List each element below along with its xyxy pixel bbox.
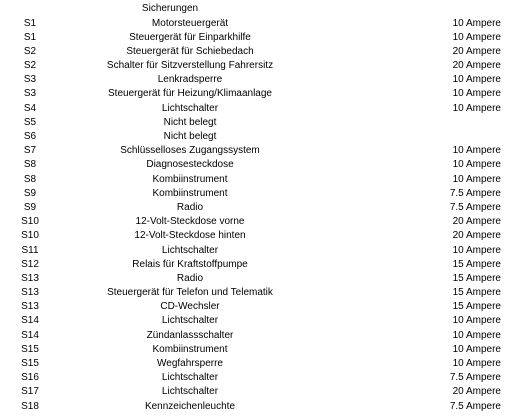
fuse-description-cell: Lichtschalter [161, 102, 219, 114]
fuse-id-cell: S16 [21, 372, 39, 384]
fuse-ampere-cell: 10 Ampere [452, 159, 501, 171]
fuse-ampere-cell: 10 Ampere [452, 74, 501, 86]
table-row [0, 329, 505, 343]
fuse-ampere-cell: 20 Ampere [452, 45, 501, 57]
title-row [0, 2, 505, 16]
table-row [0, 158, 505, 172]
fuse-id-cell: S17 [21, 386, 39, 398]
fuse-description-cell: Wegfahrsperre [157, 358, 223, 369]
fuse-description-cell: Schalter für Sitzverstellung Fahrersitz [106, 60, 274, 72]
table-row [0, 343, 505, 357]
fuse-description-cell: Lichtschalter [161, 372, 219, 384]
fuse-description-cell: Steuergerät für Einparkhilfe [129, 31, 251, 43]
table-row [0, 357, 505, 371]
fuse-id-cell: S13 [21, 301, 39, 313]
fuse-id-cell: S8 [23, 159, 37, 171]
table-row [0, 59, 505, 73]
table-row [0, 385, 505, 399]
fuse-id-cell: S14 [21, 329, 39, 341]
table-title: Sicherungen [141, 3, 199, 14]
fuse-ampere-cell: 20 Ampere [452, 216, 501, 228]
fuse-id-cell: S1 [23, 31, 37, 43]
fuse-ampere-cell: 10 Ampere [452, 315, 501, 327]
fuse-ampere-cell: 10 Ampere [452, 145, 501, 157]
fuse-id-cell: S14 [21, 315, 39, 327]
fuse-description-cell: Radio [176, 272, 204, 284]
table-row [0, 144, 505, 158]
fuse-id-cell: S9 [23, 201, 37, 213]
fuse-id-cell: S7 [23, 145, 37, 157]
fuse-description-cell: Kennzeichenleuchte [144, 400, 236, 412]
fuse-id-cell: S3 [23, 88, 37, 100]
fuse-description-cell: Nicht belegt [163, 131, 217, 142]
fuse-description-cell: Kombiinstrument [152, 173, 228, 185]
fuse-id-cell: S3 [23, 74, 37, 86]
fuse-description-cell: Lichtschalter [161, 244, 219, 256]
fuse-description-cell: Kombiinstrument [152, 187, 228, 199]
fuse-id-cell: S9 [23, 187, 37, 199]
table-row [0, 187, 505, 201]
fuse-id-cell: S2 [23, 45, 37, 57]
fuse-ampere-cell: 10 Ampere [452, 17, 501, 29]
table-row [0, 229, 505, 243]
fuse-description-cell: Steuergerät für Heizung/Klimaanlage [108, 88, 272, 100]
fuse-ampere-cell: 10 Ampere [452, 343, 501, 355]
table-row [0, 400, 505, 414]
table-row [0, 286, 505, 300]
table-row [0, 102, 505, 116]
fuse-table-body [0, 17, 505, 414]
table-row [0, 201, 505, 215]
fuse-description-cell: Nicht belegt [163, 116, 217, 128]
fuse-description-cell: 12-Volt-Steckdose vorne [135, 216, 245, 228]
fuse-id-cell: S15 [21, 358, 39, 369]
fuse-description-cell: Lichtschalter [161, 315, 219, 327]
fuse-description-cell: Steuergerät für Schiebedach [126, 45, 254, 57]
fuse-id-cell: S13 [21, 287, 39, 299]
fuse-ampere-cell: 10 Ampere [452, 31, 501, 43]
fuse-ampere-cell: 7.5 Ampere [449, 400, 501, 412]
fuse-id-cell: S8 [23, 173, 37, 185]
fuse-ampere-cell: 15 Ampere [452, 287, 501, 299]
fuse-id-cell: S15 [21, 343, 39, 355]
table-row [0, 173, 505, 187]
table-row [0, 258, 505, 272]
fuse-ampere-cell: 10 Ampere [452, 88, 501, 100]
fuse-ampere-cell: 20 Ampere [452, 386, 501, 398]
fuse-id-cell: S12 [21, 258, 39, 270]
table-row [0, 45, 505, 59]
table-row [0, 300, 505, 314]
fuse-id-cell: S10 [21, 230, 39, 242]
table-row [0, 73, 505, 87]
table-row [0, 130, 505, 144]
table-row [0, 314, 505, 328]
fuse-id-cell: S6 [23, 131, 37, 142]
fuse-description-cell: 12-Volt-Steckdose hinten [134, 230, 246, 242]
table-row [0, 371, 505, 385]
table-row [0, 244, 505, 258]
fuse-description-cell: Lichtschalter [161, 386, 219, 398]
fuse-description-cell: Radio [176, 201, 204, 213]
fuse-ampere-cell: 15 Ampere [452, 258, 501, 270]
fuse-description-cell: Kombiinstrument [152, 343, 228, 355]
fuse-ampere-cell: 10 Ampere [452, 102, 501, 114]
table-row [0, 215, 505, 229]
fuse-id-cell: S5 [23, 116, 37, 128]
fuse-id-cell: S11 [21, 244, 39, 256]
fuse-description-cell: CD-Wechsler [160, 301, 220, 313]
fuse-description-cell: Motorsteuergerät [151, 17, 229, 29]
fuse-ampere-cell: 15 Ampere [452, 272, 501, 284]
fuse-ampere-cell: 20 Ampere [452, 230, 501, 242]
table-row [0, 272, 505, 286]
fuse-ampere-cell: 20 Ampere [452, 60, 501, 72]
fuse-ampere-cell: 10 Ampere [452, 329, 501, 341]
table-row [0, 31, 505, 45]
fuse-id-cell: S1 [23, 17, 37, 29]
fuse-ampere-cell: 10 Ampere [452, 358, 501, 369]
fuse-ampere-cell: 7.5 Ampere [449, 187, 501, 199]
fuse-description-cell: Zündanlassschalter [146, 329, 234, 341]
fuse-ampere-cell: 10 Ampere [452, 244, 501, 256]
fuse-description-cell: Diagnosesteckdose [146, 159, 234, 171]
fuse-description-cell: Schlüsselloses Zugangssystem [120, 145, 260, 157]
fuse-id-cell: S4 [23, 102, 37, 114]
fuse-ampere-cell: 7.5 Ampere [449, 372, 501, 384]
table-row [0, 116, 505, 130]
table-row [0, 17, 505, 31]
fuse-ampere-cell: 7.5 Ampere [449, 201, 501, 213]
fuse-id-cell: S18 [21, 400, 39, 412]
fuse-ampere-cell: 10 Ampere [452, 173, 501, 185]
fuse-description-cell: Lenkradsperre [157, 74, 223, 86]
table-row [0, 87, 505, 101]
fuse-description-cell: Steuergerät für Telefon und Telematik [107, 287, 273, 299]
fuse-id-cell: S10 [21, 216, 39, 228]
fuse-id-cell: S13 [21, 272, 39, 284]
fuse-description-cell: Relais für Kraftstoffpumpe [132, 258, 248, 270]
fuse-id-cell: S2 [23, 60, 37, 72]
fuse-ampere-cell: 15 Ampere [452, 301, 501, 313]
